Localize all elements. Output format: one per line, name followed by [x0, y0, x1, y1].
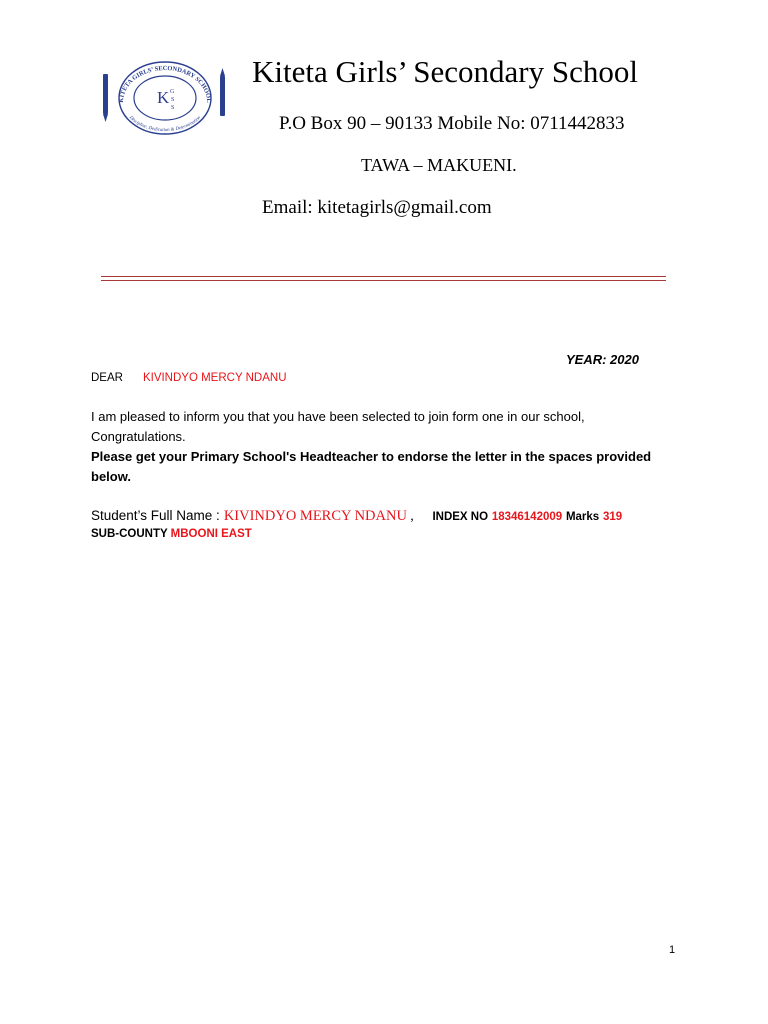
salutation — [91, 372, 287, 384]
pen-icon-left — [103, 74, 108, 122]
school-name: Kiteta Girls’ Secondary School — [252, 54, 638, 89]
index-label: INDEX NO — [432, 511, 489, 523]
location-line: TAWA – MAKUENI. — [361, 155, 517, 175]
marks-label: Marks — [565, 511, 600, 523]
logo-initial-s1: S — [171, 97, 175, 103]
marks-value: 319 — [602, 511, 623, 523]
student-full-name: KIVINDYO MERCY NDANU — [223, 508, 407, 524]
email-line: Email: kitetagirls@gmail.com — [262, 197, 492, 218]
subcounty-label: SUB-COUNTY — [91, 528, 168, 540]
dear-label: DEAR — [91, 372, 123, 384]
school-logo — [101, 52, 228, 138]
logo-motto: Discipline, Dedication & Determination — [127, 115, 202, 134]
pen-icon-right — [220, 68, 225, 116]
logo-initial-s2: S — [171, 105, 175, 111]
logo-initial-g: G — [170, 89, 175, 95]
letter-body: I am pleased to inform you that you have been selected to join form one in our school, Congratulations. — [91, 409, 585, 444]
logo-initial-k: K — [157, 88, 170, 107]
svg-text:Discipline, Dedication & Deter — [127, 115, 202, 133]
index-value: 18346142009 — [491, 511, 563, 523]
letter-year: YEAR: 2020 — [566, 352, 639, 367]
contact-line: P.O Box 90 – 90133 Mobile No: 0711442833 — [279, 113, 625, 134]
full-name-label: Student’s Full Name : — [91, 508, 220, 523]
letter-instruction: Please get your Primary School's Headteacher to endorse the letter in the spaces provided below. — [91, 449, 652, 484]
logo-ring-text: KITETA GIRLS’ SECONDARY SCHOOL — [117, 64, 213, 103]
header-divider — [101, 276, 666, 281]
dear-name: KIVINDYO MERCY NDANU — [142, 372, 287, 384]
subcounty-details — [91, 528, 252, 540]
page-number: 1 — [669, 944, 676, 956]
name-comma: , — [406, 508, 414, 523]
subcounty-value: MBOONI EAST — [170, 528, 252, 540]
student-details — [91, 508, 622, 525]
